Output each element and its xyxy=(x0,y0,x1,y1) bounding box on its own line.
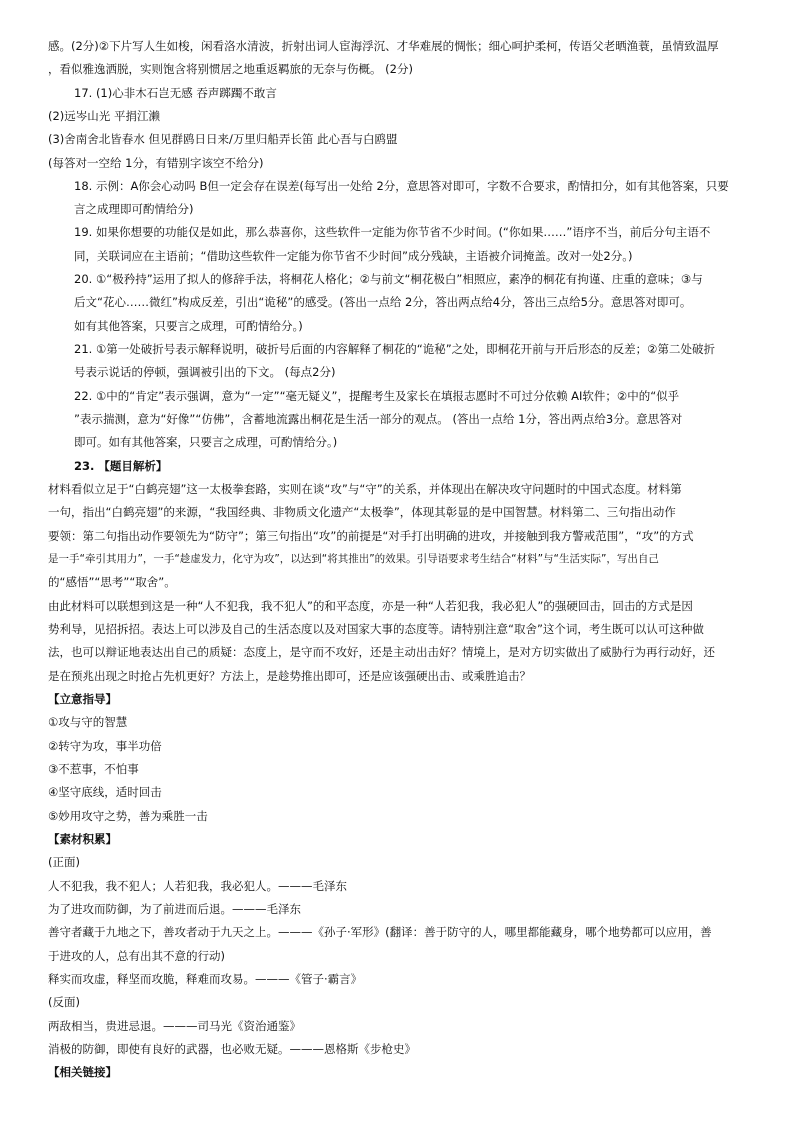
text-line: 材料看似立足于“白鹤亮翅”这一太极拳套路，实则在谈“攻”与“守”的关系，并体现出在解决攻守问题时的中国式态度。材料第 xyxy=(48,482,682,496)
text-line: 的“感悟”“思考”“取舍”。 xyxy=(48,575,176,589)
text-line: 即可。如有其他答案，只要言之成理，可酌情给分。) xyxy=(74,435,338,449)
quote-line: 善守者藏于九地之下，善攻者动于九天之上。———《孙子·军形》(翻译：善于防守的人，哪里都能藏身，哪个地势都可以应用，善 xyxy=(48,925,712,939)
text-line: (反面) xyxy=(48,995,80,1009)
answer-18-line: 18. 示例：A你会心动吗 B但一定会存在误差(每写出一处给 2分，意思答对即可，字数不合要求，酌情扣分，如有其他答案，只要 xyxy=(74,179,729,193)
text-line: 是在预兆出现之时抢占先机更好？方法上，是趁势推出即可，还是应该强硬出击、或乘胜追击？ xyxy=(48,669,531,683)
text-line: (每答对一空给 1分，有错别字该空不给分) xyxy=(48,156,264,170)
text-line: 要领：第二句指出动作要领先为“防守”；第三句指出“攻”的前提是“对手打出明确的进攻，并接触到我方警戒范围”，“攻”的方式 xyxy=(48,529,694,543)
quote-line: 人不犯我，我不犯人；人若犯我，我必犯人。———毛泽东 xyxy=(48,879,347,893)
text-line: 由此材料可以联想到这是一种“人不犯我，我不犯人”的和平态度，亦是一种“人若犯我，我必犯人”的强硬回击，回击的方式是因 xyxy=(48,599,693,613)
text-line: 如有其他答案，只要言之成理，可酌情给分。) xyxy=(74,319,303,333)
text-line: 同，关联词应在主语前；“借助这些软件一定能为你节省不少时间”成分残缺，主语被介词掩盖。改对一处2分。) xyxy=(74,249,633,263)
text-line: 号表示说话的停顿，强调被引出的下文。 (每点2分) xyxy=(74,365,336,379)
quote-line: 两敌相当，贵进忌退。———司马光《资治通鉴》 xyxy=(48,1019,301,1033)
section-heading: 【素材积累】 xyxy=(48,832,117,846)
text-line: 势利导，见招拆招。表达上可以涉及自己的生活态度以及对国家大事的态度等。请特别注意“取舍”这个词，考生既可以认可这种做 xyxy=(48,622,704,636)
section-heading: 【相关链接】 xyxy=(48,1065,117,1079)
text-line: 后文“花心……微红”构成反差，引出“诡秘”的感受。(答出一点给 2分，答出两点给4分，答出三点给5分。意思答对即可。 xyxy=(74,295,692,309)
quote-line: 为了进攻而防御，为了前进而后退。———毛泽东 xyxy=(48,902,301,916)
answer-22-line: 22. ①中的“肯定”表示强调，意为“一定”“毫无疑义”，提醒考生及家长在填报志愿时不可过分依赖 AI软件；②中的“似乎 xyxy=(74,389,680,403)
section-heading: 【立意指导】 xyxy=(48,692,117,706)
quote-line: 消极的防御，即使有良好的武器，也必败无疑。———恩格斯《步枪史》 xyxy=(48,1042,416,1056)
answer-21-line: 21. ①第一处破折号表示解释说明，破折号后面的内容解释了桐花的“诡秘”之处，即桐花开前与开后形态的反差；②第二处破折 xyxy=(74,342,715,356)
section-heading: 23. 【题目解析】 xyxy=(74,459,168,473)
text-line: ，看似雅逸洒脱，实则饱含将别惯居之地重返羁旅的无奈与伤概。 (2分) xyxy=(48,62,413,76)
text-line: (3)舍南舍北皆春水 但见群鸥日日来/万里归船弄长笛 此心吾与白鸥盟 xyxy=(48,132,398,146)
text-line: 一句，指出“白鹤亮翅”的来源，“我国经典、非物质文化遗产“太极拳”，体现其彰显的是中国智慧。材料第二、三句指出动作 xyxy=(48,505,676,519)
list-item: ①攻与守的智慧 xyxy=(48,715,128,729)
quote-line: 释实而攻虚，释坚而攻脆，释难而攻易。———《管子·霸言》 xyxy=(48,972,363,986)
list-item: ②转守为攻，事半功倍 xyxy=(48,739,162,753)
text-line: (正面) xyxy=(48,855,80,869)
answer-20-line: 20. ①“极矜持”运用了拟人的修辞手法，将桐花人格化；②与前文“桐花极白”相照应，素净的桐花有拘谨、庄重的意味；③与 xyxy=(74,272,703,286)
text-line: 言之成理即可酌情给分) xyxy=(74,202,194,216)
text-line: 法，也可以辩证地表达出自己的质疑：态度上，是守而不攻好，还是主动出击好？情境上，是对方切实做出了威胁行为再行动好，还 xyxy=(48,645,715,659)
list-item: ⑤妙用攻守之势，善为乘胜一击 xyxy=(48,809,208,823)
answer-19-line: 19. 如果你想要的功能仅是如此，那么恭喜你，这些软件一定能为你节省不少时间。(“你如果……”语序不当，前后分句主语不 xyxy=(74,225,711,239)
text-line: ”表示揣测，意为“好像”“仿佛”，含蓄地流露出桐花是生活一部分的观点。 (答出一点给 1分，答出两点给3分。意思答对 xyxy=(74,412,683,426)
text-line: 是一手“牵引其用力”，一手“趁虚发力，化守为攻”，以达到“将其推出”的效果。引导语要求考生结合“材料”与“生活实际”，写出自己 xyxy=(48,553,659,565)
text-line: 于进攻的人，总有出其不意的行动) xyxy=(48,949,225,963)
answer-17-line: 17. (1)心非木石岂无感 吞声踯躅不敢言 xyxy=(74,86,277,100)
list-item: ④坚守底线，适时回击 xyxy=(48,785,162,799)
text-line: (2)远岑山光 平捐江濑 xyxy=(48,109,160,123)
list-item: ③不惹事，不怕事 xyxy=(48,762,139,776)
text-line: 感。(2分)②下片写人生如梭，闲看洛水清波，折射出词人宦海浮沉、才华难展的惆怅；细心呵护柔柯，传语父老晒渔蓑，虽情致温厚 xyxy=(48,39,719,53)
